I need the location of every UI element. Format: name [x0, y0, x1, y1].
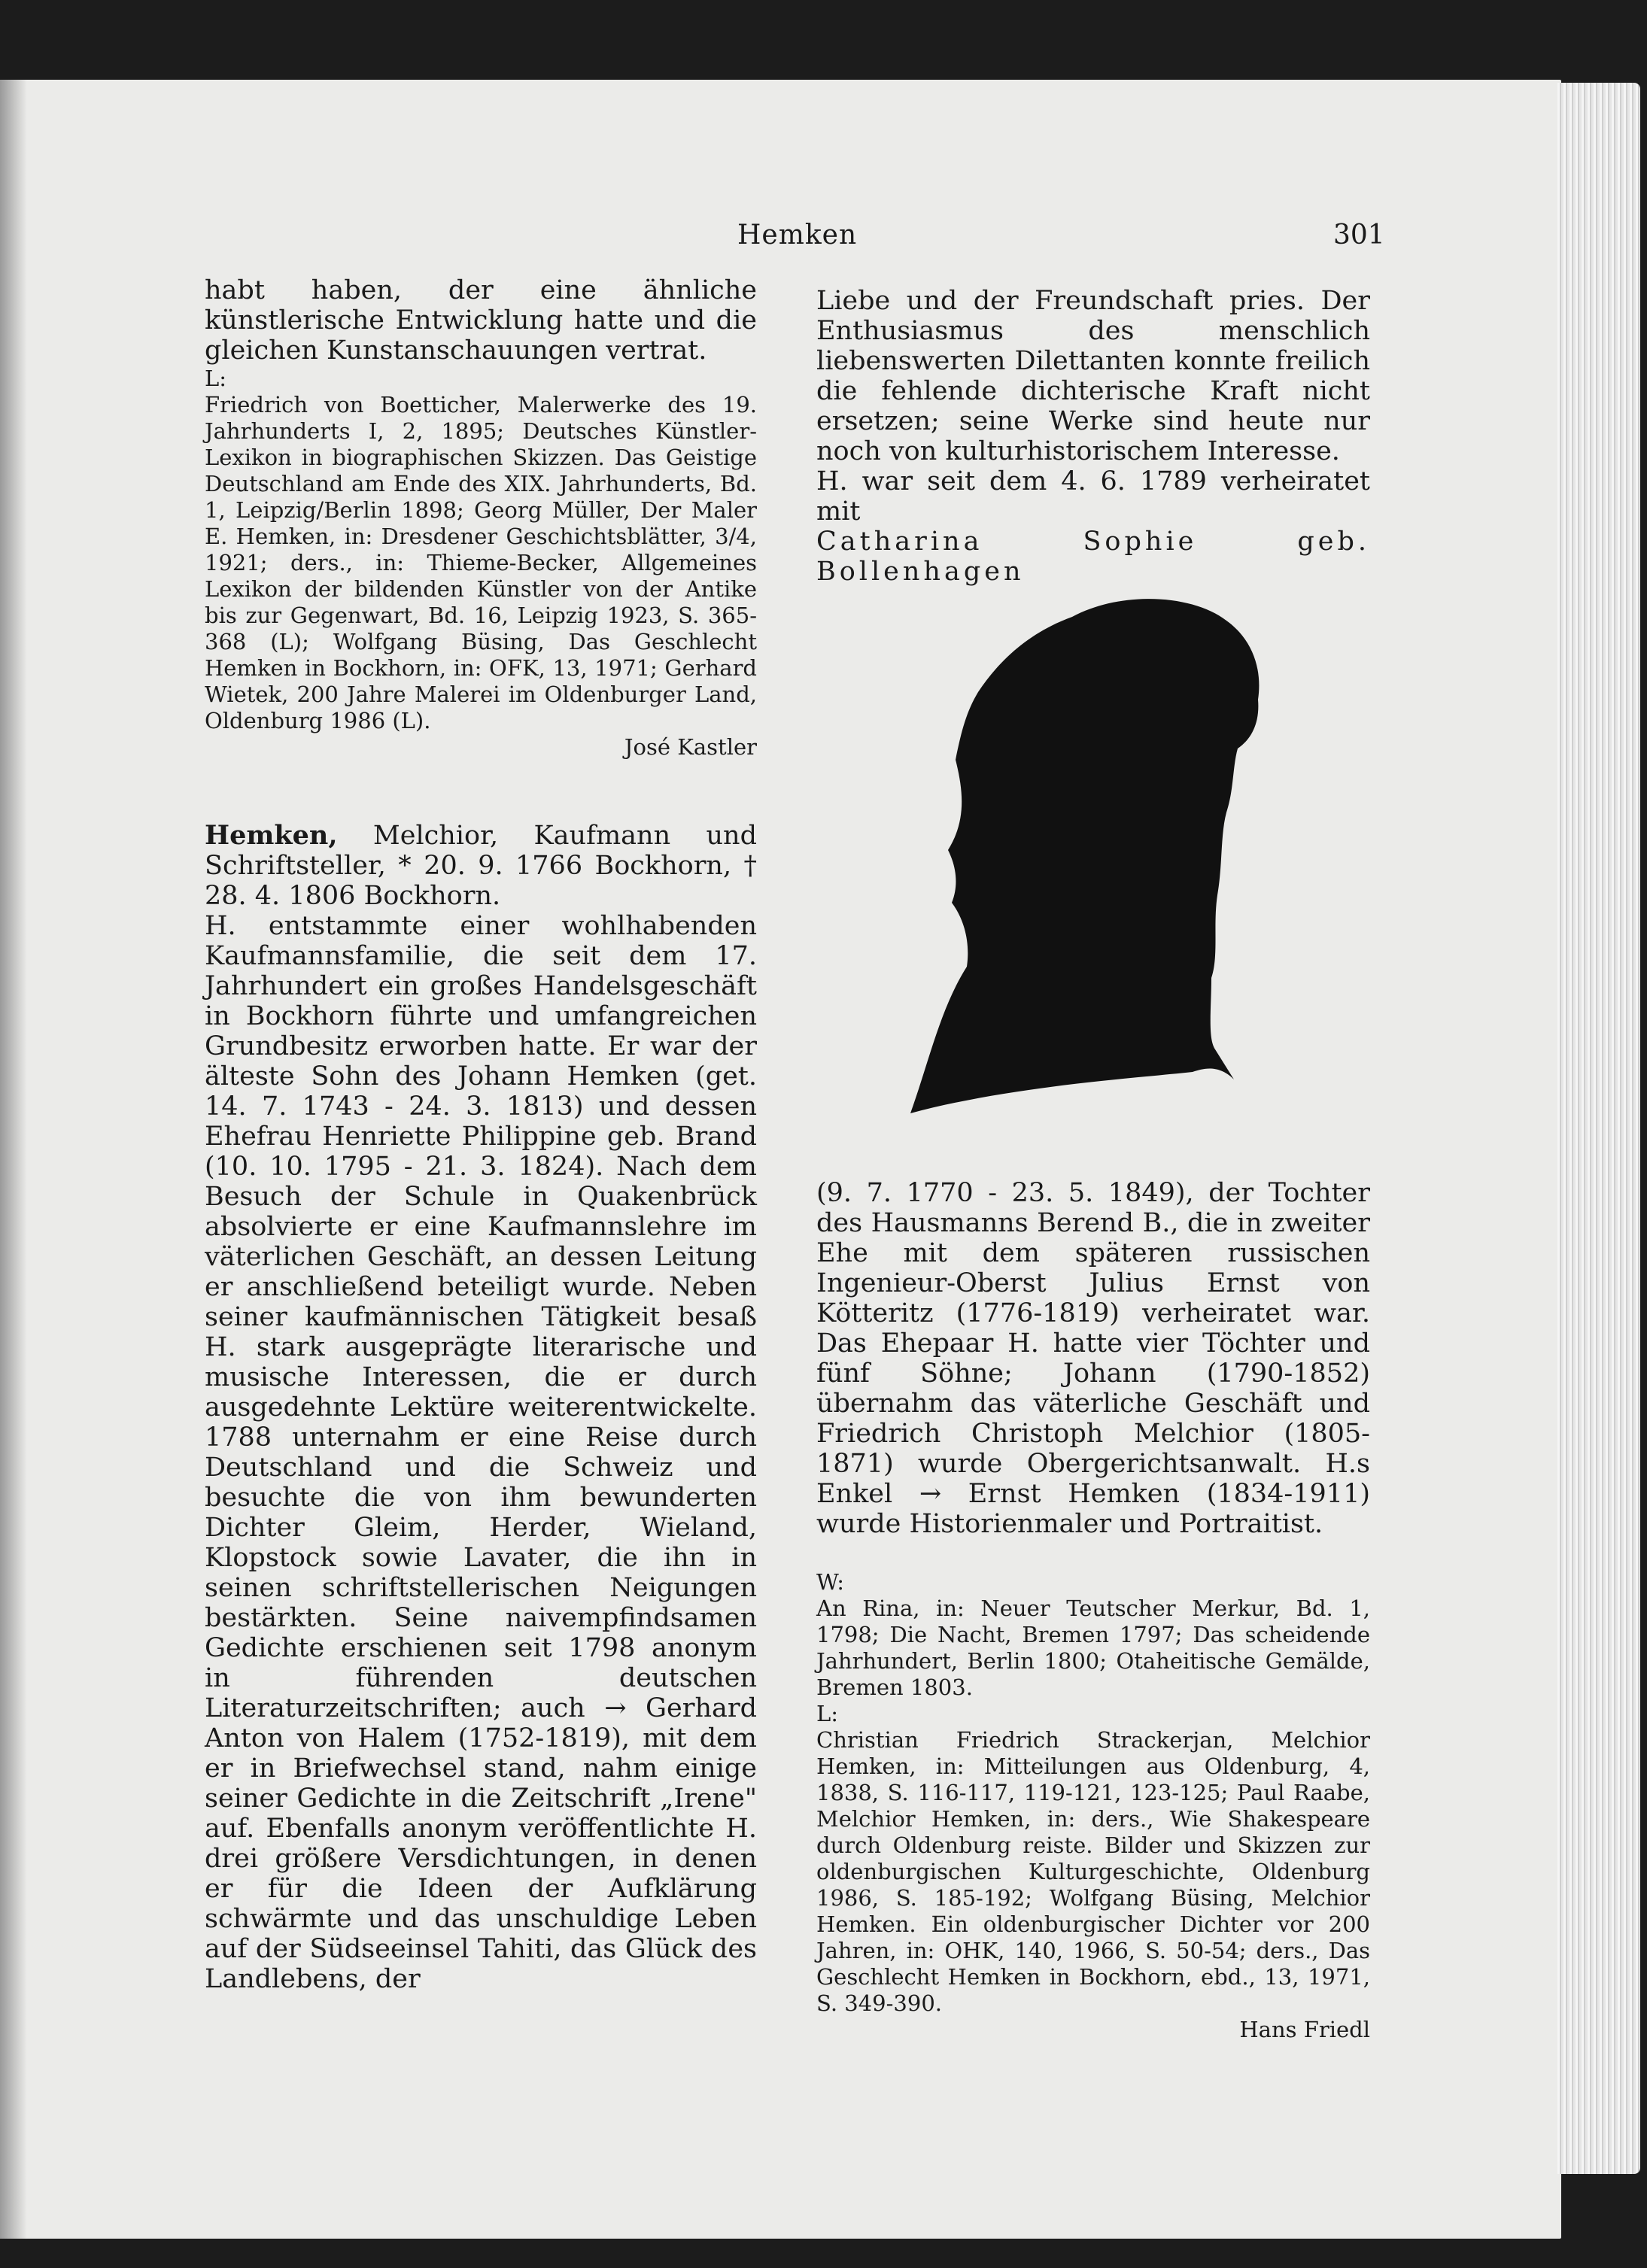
section-gap	[816, 1539, 1370, 1569]
page-number: 301	[1333, 220, 1385, 250]
entry-body-final: (9. 7. 1770 - 23. 5. 1849), der Tochter des Hausmanns Berend B., die in zweiter Ehe mit dem späteren russischen Ingenieur-Oberst Julius Ernst von Kötteritz (1776-1819) verheiratet war. Das Ehepaar H. hatte vier Töchter und fünf Söhne; Johann (1790-1852) übernahm das väterliche Geschäft und Friedrich Christoph Melchior (1805-1871) wurde Obergerichtsanwalt. H.s Enkel → Ernst Hemken (1834-1911) wurde Historienmaler und Portraitist.	[816, 1178, 1370, 1539]
left-column	[205, 275, 757, 1994]
running-header: Hemken	[737, 220, 858, 250]
right-column-top	[816, 286, 1370, 587]
entry-gap	[205, 791, 757, 821]
entry-gap	[205, 761, 757, 791]
entry-name: Hemken,	[205, 820, 338, 851]
wife-name: Catharina Sophie geb. Bollenhagen	[816, 527, 1370, 587]
binding-shadow	[0, 80, 27, 2239]
literature-label: L:	[816, 1701, 839, 1726]
works-label: W:	[816, 1569, 845, 1595]
author-signature: Hans Friedl	[1239, 2017, 1370, 2042]
literature-list: Friedrich von Boetticher, Malerwerke des 19. Jahrhunderts I, 2, 1895; Deutsches Künstler-Lexikon in biographischen Skizzen. Das Geistige Deutschland am Ende des XIX. Jahrhunderts, Bd. 1, Leipzig/Berlin 1898; Georg Müller, Der Maler E. Hemken, in: Dresdener Geschichtsblätter, 3/4, 1921; ders., in: Thieme-Becker, Allgemeines Lexikon der bildenden Künstler von der Antike bis zur Gegenwart, Bd. 16, Leipzig 1923, S. 365-368 (L); Wolfgang Büsing, Das Geschlecht Hemken in Bockhorn, in: OFK, 13, 1971; Gerhard Wietek, 200 Jahre Malerei im Oldenburger Land, Oldenburg 1986 (L).	[205, 392, 757, 733]
literature-list: Christian Friedrich Strackerjan, Melchior Hemken, in: Mitteilungen aus Oldenburg, 4, 1838, S. 116-117, 119-121, 123-125; Paul Raabe, Melchior Hemken, in: ders., Wie Shakespeare durch Oldenburg reiste. Bilder und Skizzen zur oldenburgischen Kulturgeschichte, Oldenburg 1986, S. 185-192; Wolfgang Büsing, Melchior Hemken. Ein oldenburgischer Dichter vor 200 Jahren, in: OHK, 140, 1966, S. 50-54; ders., Das Geschlecht Hemken in Bockhorn, ebd., 13, 1971, S. 349-390.	[816, 1727, 1370, 2016]
author-signature: José Kastler	[624, 734, 757, 760]
works-list: An Rina, in: Neuer Teutscher Merkur, Bd. 1, 1798; Die Nacht, Bremen 1797; Das scheidende Jahrhundert, Berlin 1800; Otaheitische Gemälde, Bremen 1803.	[816, 1595, 1370, 1700]
marriage-line: H. war seit dem 4. 6. 1789 verheiratet mit	[816, 466, 1370, 527]
page-edges	[1557, 83, 1640, 2174]
right-column-bottom	[816, 1178, 1370, 2043]
entry-dates: Melchior, Kaufmann und Schriftsteller, * 20. 9. 1766 Bockhorn, † 28. 4. 1806 Bockhorn.	[205, 821, 757, 911]
entry-body-continued: Liebe und der Freundschaft pries. Der Enthusiasmus des menschlich liebenswerten Dilettanten konnte freilich die fehlende dichterische Kraft nicht ersetzen; seine Werke sind heute nur noch von kulturhistorischem Interesse.	[816, 286, 1370, 466]
entry-body: H. entstammte einer wohlhabenden Kaufmannsfamilie, die seit dem 17. Jahrhundert ein großes Handelsgeschäft in Bockhorn führte und umfangreichen Grundbesitz erworben hatte. Er war der älteste Sohn des Johann Hemken (get. 14. 7. 1743 - 24. 3. 1813) und dessen Ehefrau Henriette Philippine geb. Brand (10. 10. 1795 - 21. 3. 1824). Nach dem Besuch der Schule in Quakenbrück absolvierte er eine Kaufmannslehre im väterlichen Geschäft, an dessen Leitung er anschließend beteiligt wurde. Neben seiner kaufmännischen Tätigkeit besaß H. stark ausgeprägte literarische und musische Interessen, die er durch ausgedehnte Lektüre weiterentwickelte. 1788 unternahm er eine Reise durch Deutschland und die Schweiz und besuchte die von ihm bewunderten Dichter Gleim, Herder, Wieland, Klopstock sowie Lavater, die ihn in seinen schriftstellerischen Neigungen bestärkten. Seine naivempfindsamen Gedichte erschienen seit 1798 anonym in führenden deutschen Literaturzeitschriften; auch → Gerhard Anton von Halem (1752-1819), mit dem er in Briefwechsel stand, nahm einige seiner Gedichte in die Zeitschrift „Irene" auf. Ebenfalls anonym veröffentlichte H. drei größere Versdichtungen, in denen er für die Ideen der Aufklärung schwärmte und das unschuldige Leben auf der Südseeinsel Tahiti, das Glück des Landlebens, der	[205, 911, 757, 1994]
literature-label: L:	[205, 366, 227, 391]
entry-heading	[205, 821, 757, 911]
portrait-silhouette	[895, 587, 1317, 1128]
previous-entry-ending: habt haben, der eine ähnliche künstlerische Entwicklung hatte und die gleichen Kunstanschauungen vertrat.	[205, 275, 757, 366]
